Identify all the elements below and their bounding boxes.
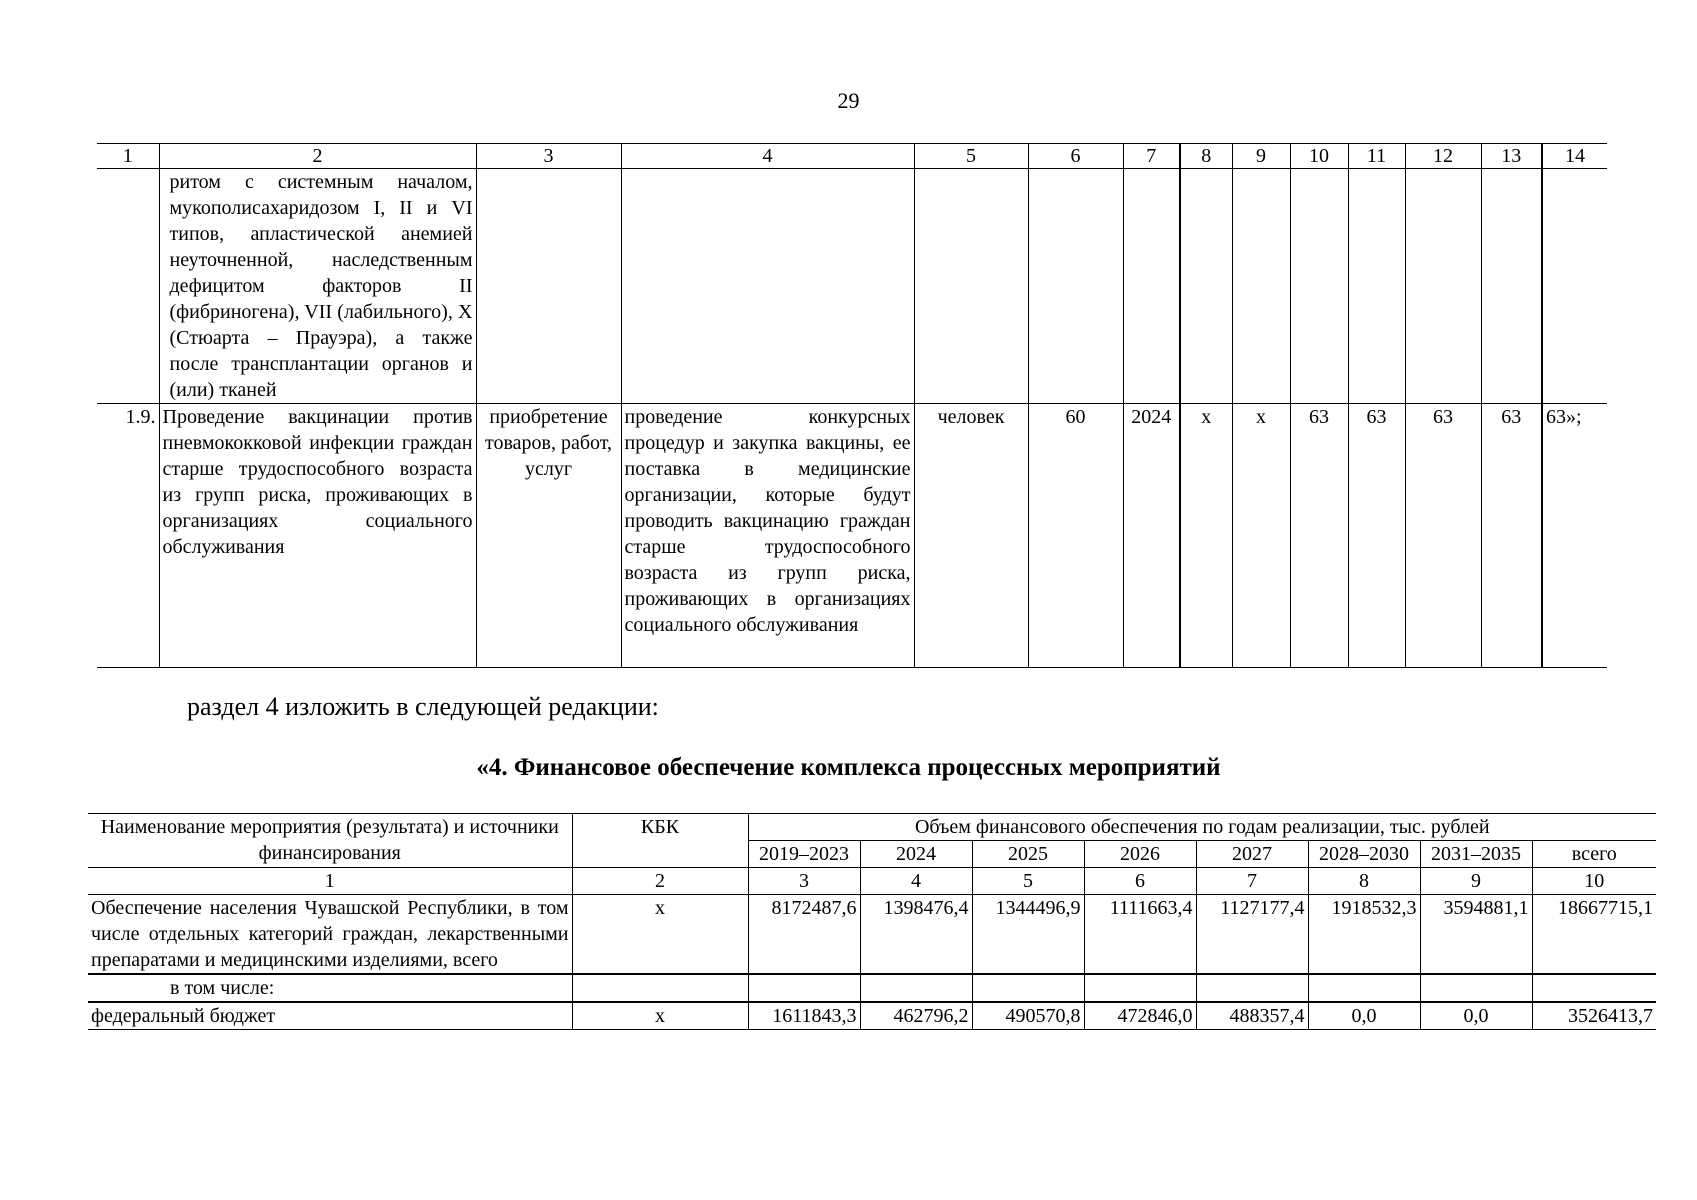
header-cell: 11 xyxy=(1348,144,1405,169)
table-row xyxy=(88,1002,1656,1030)
header-row xyxy=(88,814,1656,841)
continuation-row xyxy=(97,169,1607,404)
value-cell: 3594881,1 xyxy=(1420,895,1532,975)
page-number: 29 xyxy=(837,88,860,113)
value-cell xyxy=(1532,974,1656,1002)
header-cell: 3 xyxy=(476,144,621,169)
instruction-paragraph: раздел 4 изложить в следующей редакции: xyxy=(187,692,659,721)
value-cell xyxy=(748,974,860,1002)
header-cell: 12 xyxy=(1405,144,1481,169)
row-name: федеральный бюджет xyxy=(88,1002,572,1030)
value-cell xyxy=(1196,974,1308,1002)
value-cell xyxy=(860,974,972,1002)
header-cell: 4 xyxy=(621,144,914,169)
row-kbk: х xyxy=(572,895,748,975)
value-cell xyxy=(972,974,1084,1002)
header-cell: 8 xyxy=(1180,144,1232,169)
measure-name: Проведение вакцинации против пневмококковой инфекции граждан старше трудоспособного возраста из групп риска, проживающих в организациях социального обслуживания xyxy=(159,404,476,668)
value-cell: 1398476,4 xyxy=(860,895,972,975)
empty-cell xyxy=(97,169,159,404)
value-cell: 1127177,4 xyxy=(1196,895,1308,975)
continuation-text: ритом с системным началом, мукополисахаридозом I, II и VI типов, апластической анемией неуточненной, наследственным дефицитом факторов II (фибриногена), VII (лабильного), X (Стюарта – Прауэра), а также после трансплантации органов и (или) тканей xyxy=(159,169,476,404)
empty-cell xyxy=(1481,169,1542,404)
table-row xyxy=(88,974,1656,1002)
measure-description: проведение конкурсных процедур и закупка вакцины, ее поставка в медицинские организации, которые будут проводить вакцинацию граждан старше трудоспособного возраста из групп риска, проживающих в организациях социального обслуживания xyxy=(621,404,914,668)
empty-cell xyxy=(621,169,914,404)
value-cell: 0,0 xyxy=(1420,1002,1532,1030)
header-cell: 7 xyxy=(1123,144,1180,169)
header-cell: 14 xyxy=(1542,144,1607,169)
index-cell: 5 xyxy=(972,868,1084,895)
year-header: 2026 xyxy=(1084,841,1196,868)
index-cell: 1 xyxy=(88,868,572,895)
empty-cell xyxy=(1028,169,1123,404)
value-cell: 0,0 xyxy=(1308,1002,1420,1030)
value-cell: 1111663,4 xyxy=(1084,895,1196,975)
header-cell: 9 xyxy=(1232,144,1290,169)
empty-cell xyxy=(1290,169,1348,404)
value-cell: х xyxy=(1180,404,1232,668)
header-cell: 1 xyxy=(97,144,159,169)
empty-cell xyxy=(1405,169,1481,404)
row-name: в том числе: xyxy=(88,974,572,1002)
value-cell: 8172487,6 xyxy=(748,895,860,975)
value-cell: 1344496,9 xyxy=(972,895,1084,975)
row-kbk: х xyxy=(572,1002,748,1030)
year-header: 2031–2035 xyxy=(1420,841,1532,868)
value-cell: 3526413,7 xyxy=(1532,1002,1656,1030)
index-cell: 2 xyxy=(572,868,748,895)
value-cell: 472846,0 xyxy=(1084,1002,1196,1030)
row-name: Обеспечение населения Чувашской Республики, в том числе отдельных категорий граждан, лекарственными препаратами и медицинскими изделиями, всего xyxy=(88,895,572,975)
value-cell: 18667715,1 xyxy=(1532,895,1656,975)
value-cell: 60 xyxy=(1028,404,1123,668)
header-cell: 2 xyxy=(159,144,476,169)
year-header: 2025 xyxy=(972,841,1084,868)
unit: человек xyxy=(914,404,1028,668)
value-cell: 488357,4 xyxy=(1196,1002,1308,1030)
header-row xyxy=(97,144,1607,169)
index-cell: 3 xyxy=(748,868,860,895)
value-cell: 63 xyxy=(1481,404,1542,668)
year-header: 2024 xyxy=(860,841,972,868)
header-cell: 6 xyxy=(1028,144,1123,169)
row-number: 1.9. xyxy=(97,404,159,668)
empty-cell xyxy=(1232,169,1290,404)
empty-cell xyxy=(1348,169,1405,404)
year-header: 2027 xyxy=(1196,841,1308,868)
measures-table xyxy=(97,143,1607,668)
value-cell xyxy=(1308,974,1420,1002)
row-1-9 xyxy=(97,404,1607,668)
value-cell: 1918532,3 xyxy=(1308,895,1420,975)
measure-type: приобретение товаров, работ, услуг xyxy=(476,404,621,668)
table-row xyxy=(88,895,1656,975)
year-header: 2019–2023 xyxy=(748,841,860,868)
empty-cell xyxy=(1123,169,1180,404)
empty-cell xyxy=(1180,169,1232,404)
year-header: 2028–2030 xyxy=(1308,841,1420,868)
finance-table xyxy=(88,813,1656,1030)
index-cell: 7 xyxy=(1196,868,1308,895)
empty-cell xyxy=(476,169,621,404)
value-cell: х xyxy=(1232,404,1290,668)
header-cell: 5 xyxy=(914,144,1028,169)
value-cell xyxy=(1084,974,1196,1002)
value-cell: 63 xyxy=(1405,404,1481,668)
index-row xyxy=(88,868,1656,895)
value-cell: 63»; xyxy=(1542,404,1607,668)
value-cell xyxy=(1420,974,1532,1002)
index-cell: 4 xyxy=(860,868,972,895)
year-header: всего xyxy=(1532,841,1656,868)
empty-cell xyxy=(914,169,1028,404)
value-cell: 490570,8 xyxy=(972,1002,1084,1030)
row-kbk xyxy=(572,974,748,1002)
header-cell: 10 xyxy=(1290,144,1348,169)
value-cell: 2024 xyxy=(1123,404,1180,668)
value-cell: 462796,2 xyxy=(860,1002,972,1030)
index-cell: 6 xyxy=(1084,868,1196,895)
index-cell: 8 xyxy=(1308,868,1420,895)
index-cell: 9 xyxy=(1420,868,1532,895)
header-cell: 13 xyxy=(1481,144,1542,169)
value-cell: 63 xyxy=(1290,404,1348,668)
column-header-name: Наименование мероприятия (результата) и источники финансирования xyxy=(88,814,572,868)
column-header-kbk: КБК xyxy=(572,814,748,868)
column-header-volume: Объем финансового обеспечения по годам реализации, тыс. рублей xyxy=(748,814,1656,841)
index-cell: 10 xyxy=(1532,868,1656,895)
value-cell: 63 xyxy=(1348,404,1405,668)
section-heading: «4. Финансовое обеспечение комплекса процессных мероприятий xyxy=(476,754,1221,781)
empty-cell xyxy=(1542,169,1607,404)
value-cell: 1611843,3 xyxy=(748,1002,860,1030)
